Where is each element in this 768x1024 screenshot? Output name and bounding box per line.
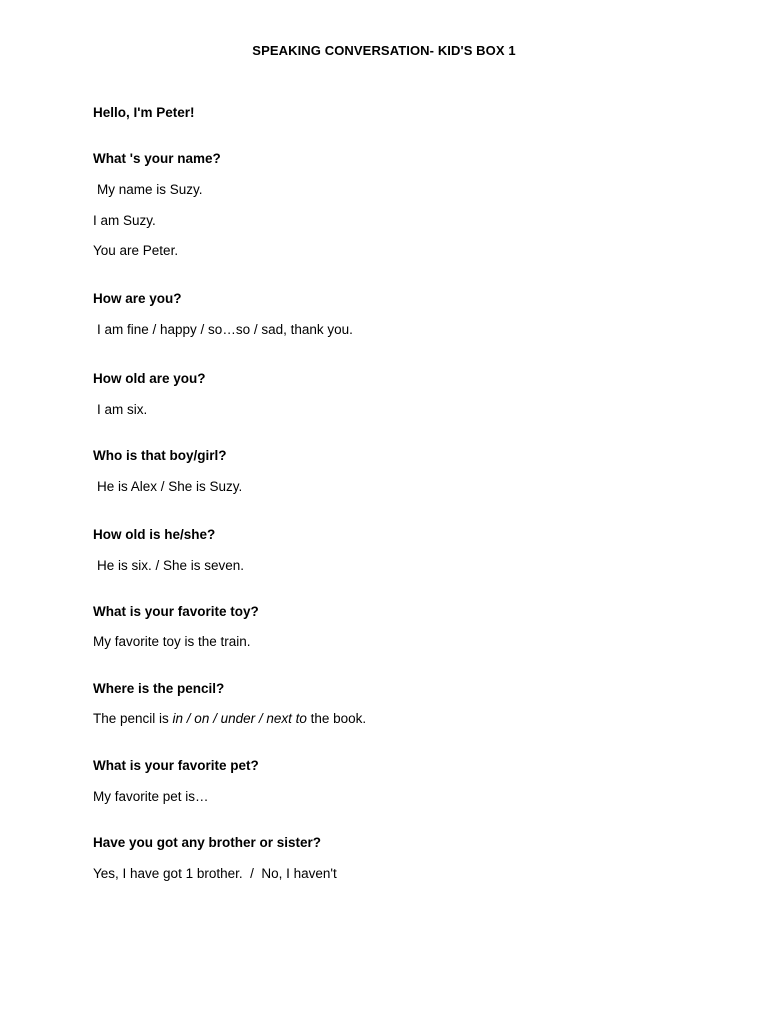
answer-name-2: I am Suzy. xyxy=(93,213,156,228)
answer-pencil-start: The pencil is xyxy=(93,711,173,726)
question-siblings: Have you got any brother or sister? xyxy=(93,835,322,850)
answer-pencil-prepositions: in / on / under / next to xyxy=(172,711,307,726)
answer-how-are-you: I am fine / happy / so…so / sad, thank you. xyxy=(97,322,353,337)
answer-name-1: My name is Suzy. xyxy=(97,182,203,197)
question-who-is: Who is that boy/girl? xyxy=(93,448,227,463)
answer-who-is: He is Alex / She is Suzy. xyxy=(97,479,243,494)
answer-how-old: I am six. xyxy=(97,402,148,417)
document-title: SPEAKING CONVERSATION- KID'S BOX 1 xyxy=(252,43,516,58)
question-how-old-he-she: How old is he/she? xyxy=(93,527,216,542)
answer-name-3: You are Peter. xyxy=(93,243,179,258)
question-name: What 's your name? xyxy=(93,151,221,166)
question-pencil: Where is the pencil? xyxy=(93,681,225,696)
question-favorite-pet: What is your favorite pet? xyxy=(93,758,259,773)
answer-pencil xyxy=(93,711,366,727)
greeting-line: Hello, I'm Peter! xyxy=(93,105,195,120)
question-favorite-toy: What is your favorite toy? xyxy=(93,604,259,619)
answer-pencil-end: the book. xyxy=(306,711,367,726)
answer-how-old-he-she: He is six. / She is seven. xyxy=(97,558,245,573)
answer-favorite-pet: My favorite pet is… xyxy=(93,789,209,804)
answer-siblings: Yes, I have got 1 brother. / No, I haven't xyxy=(93,866,337,881)
question-how-are-you: How are you? xyxy=(93,291,182,306)
answer-favorite-toy: My favorite toy is the train. xyxy=(93,634,251,649)
question-how-old: How old are you? xyxy=(93,371,206,386)
